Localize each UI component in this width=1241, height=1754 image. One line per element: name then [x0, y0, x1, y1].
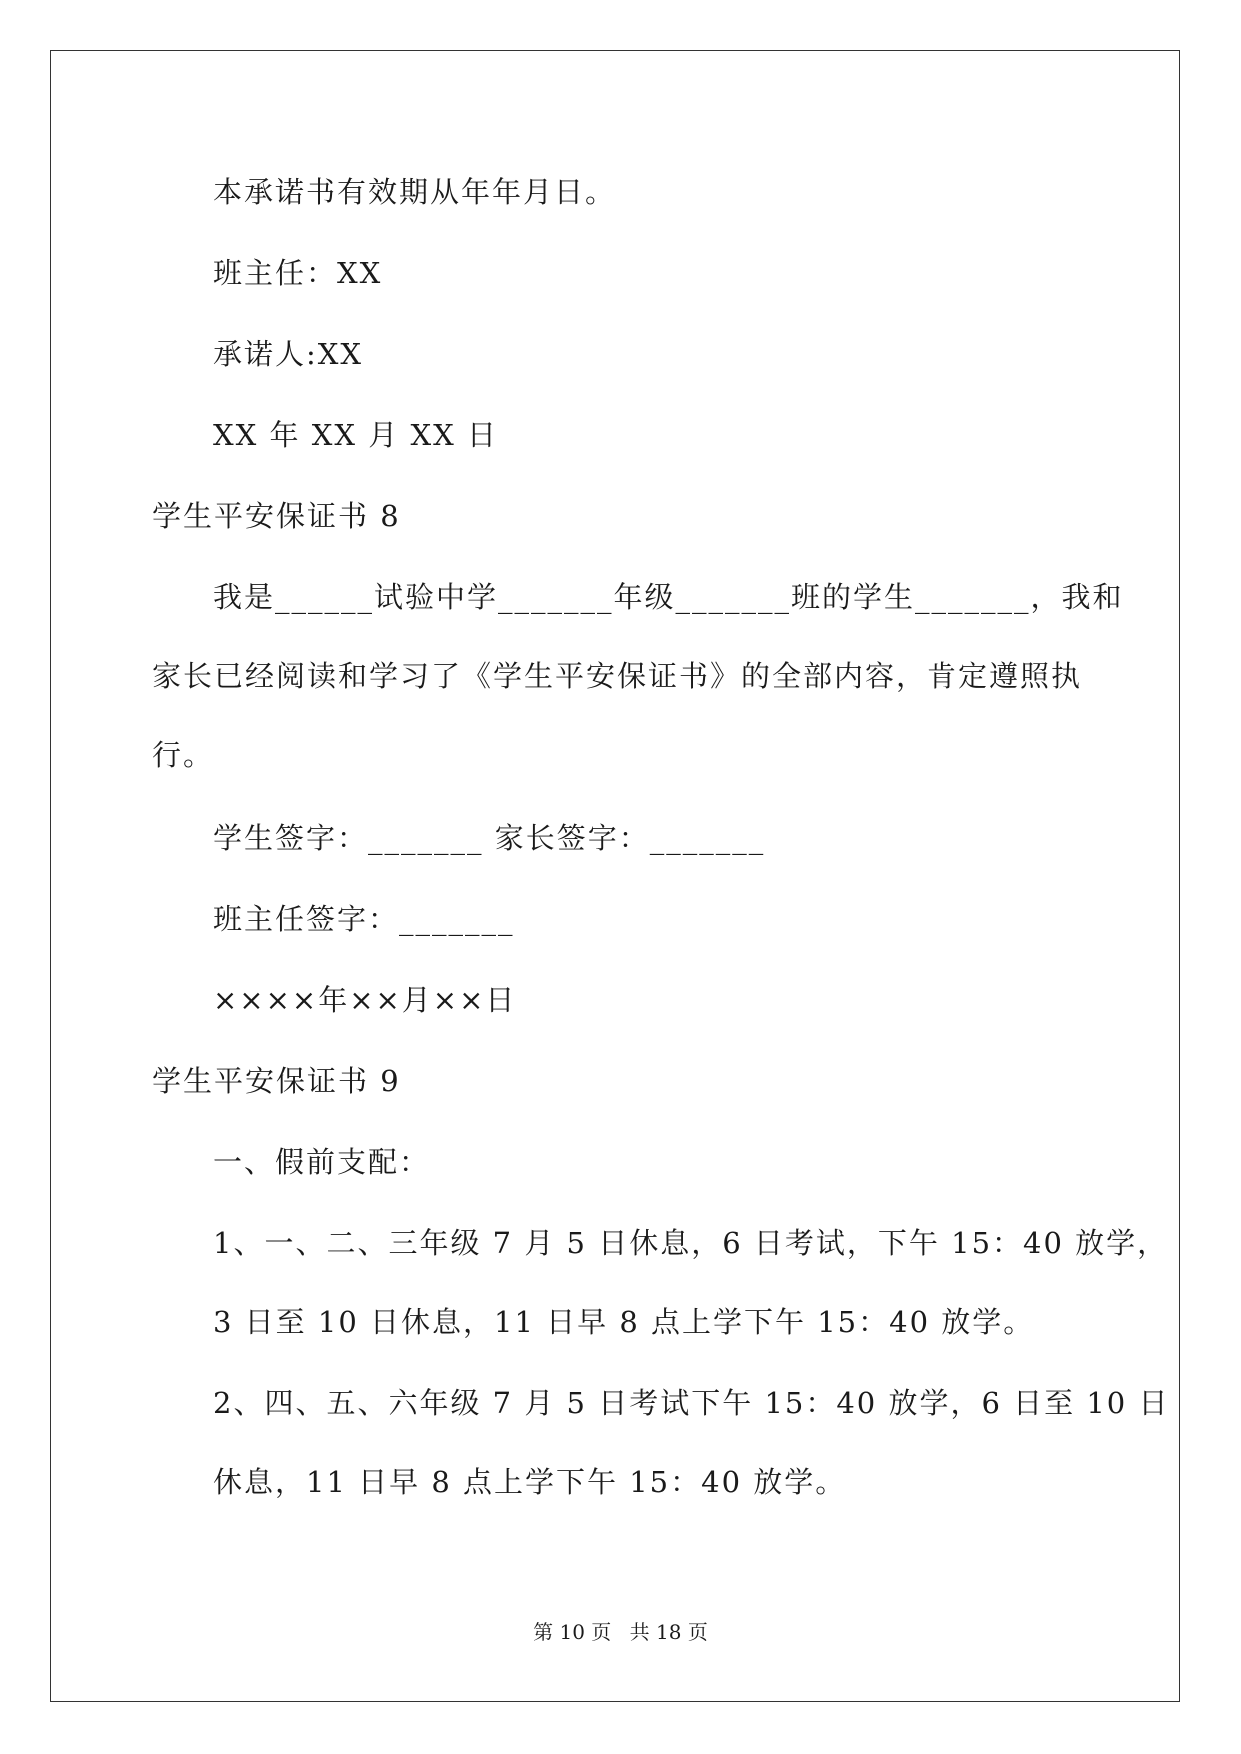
paragraph-line: 2、四、五、六年级 7 月 5 日考试下午 15：40 放学，6 日至 10 日	[213, 1386, 1170, 1420]
section-title-9: 学生平安保证书 9	[152, 1064, 401, 1098]
head-teacher-signature-line: 班主任签字：_______	[213, 902, 515, 936]
section-title-8: 学生平安保证书 8	[152, 499, 401, 533]
page-number: 第 10 页	[533, 1620, 612, 1644]
paragraph-line: 3 日至 10 日休息，11 日早 8 点上学下午 15：40 放学。	[213, 1305, 1035, 1339]
paragraph-line: 休息，11 日早 8 点上学下午 15：40 放学。	[213, 1465, 847, 1499]
signature-line: 学生签字：_______ 家长签字：_______	[213, 821, 766, 855]
paragraph-line: 家长已经阅读和学习了《学生平安保证书》的全部内容，肯定遵照执	[152, 659, 1083, 693]
validity-line: 本承诺书有效期从年年月日。	[213, 175, 617, 209]
date-line: ××××年××月××日	[213, 983, 517, 1017]
page-border	[50, 50, 1180, 1702]
head-teacher-line: 班主任：XX	[213, 256, 383, 290]
subheading: 一、假前支配：	[213, 1145, 431, 1179]
paragraph-line: 行。	[152, 738, 215, 772]
page-total: 共 18 页	[629, 1620, 708, 1644]
promisor-line: 承诺人:XX	[213, 337, 364, 371]
page-footer	[0, 1618, 1241, 1646]
paragraph-line: 我是______试验中学_______年级_______班的学生_______，我和	[213, 580, 1124, 614]
date-line: XX 年 XX 月 XX 日	[213, 418, 498, 452]
paragraph-line: 1、一、二、三年级 7 月 5 日休息，6 日考试，下午 15：40 放学，	[213, 1226, 1169, 1260]
